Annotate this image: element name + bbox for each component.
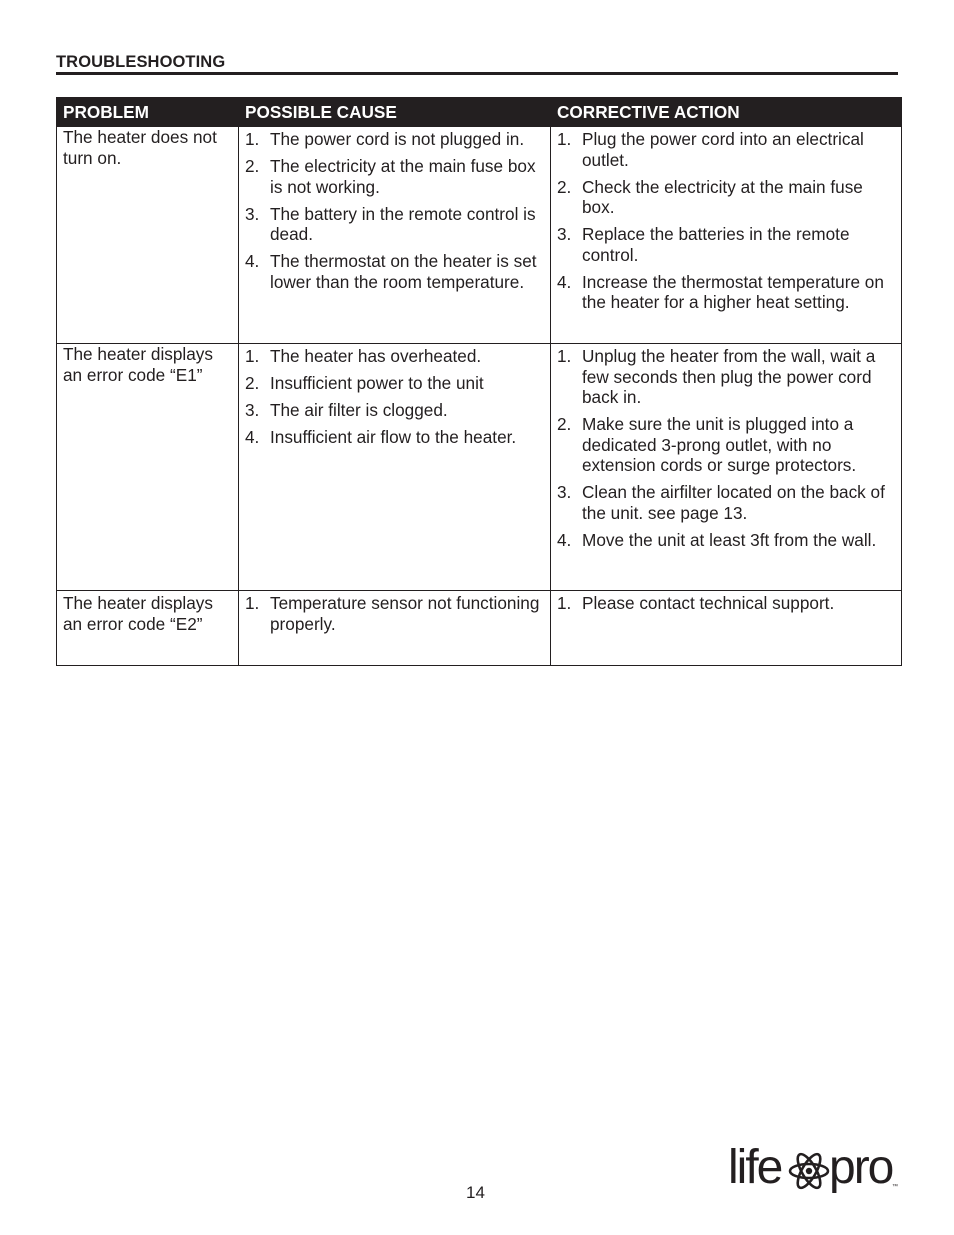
item-text: The thermostat on the heater is set lower than the room temperature. xyxy=(270,251,537,292)
list-item xyxy=(557,129,895,170)
item-text: Replace the batteries in the remote control. xyxy=(582,224,850,265)
list-item xyxy=(245,593,544,634)
list-item xyxy=(557,346,895,408)
header-problem: PROBLEM xyxy=(57,98,239,127)
title-divider xyxy=(56,72,898,75)
item-number: 1. xyxy=(245,346,260,366)
header-corrective-action: CORRECTIVE ACTION xyxy=(551,98,902,127)
item-text: Insufficient power to the unit xyxy=(270,373,484,393)
list-item xyxy=(245,427,544,448)
item-text: Insufficient air flow to the heater. xyxy=(270,427,517,447)
list-item xyxy=(245,129,544,150)
item-text: Unplug the heater from the wall, wait a few seconds then plug the power cord back in. xyxy=(582,346,876,407)
problem-cell: The heater does not turn on. xyxy=(57,127,239,344)
item-number: 4. xyxy=(557,529,572,550)
item-text: The heater has overheated. xyxy=(270,346,482,366)
item-number: 2. xyxy=(557,176,572,197)
item-text: The electricity at the main fuse box is not working. xyxy=(270,156,536,197)
item-text: The battery in the remote control is dead. xyxy=(270,203,536,244)
item-number: 4. xyxy=(245,251,260,271)
section-title: TROUBLESHOOTING xyxy=(56,53,226,71)
item-text: Increase the thermostat temperature on the heater for a higher heat setting. xyxy=(582,271,884,312)
list-item xyxy=(245,204,544,245)
item-text: Make sure the unit is plugged into a dedicated 3-prong outlet, with no extension cords or surge protectors. xyxy=(582,414,857,475)
list-item xyxy=(557,272,895,313)
item-text: Clean the airfilter located on the back of the unit. see page 13. xyxy=(582,482,885,523)
item-text: The power cord is not plugged in. xyxy=(270,129,525,149)
item-number: 1. xyxy=(557,346,572,366)
list-item xyxy=(557,224,895,265)
actions-cell xyxy=(551,127,902,344)
item-number: 1. xyxy=(245,129,260,149)
item-text: Move the unit at least 3ft from the wall. xyxy=(582,529,877,550)
item-number: 3. xyxy=(557,224,572,244)
causes-cell xyxy=(239,127,551,344)
list-item xyxy=(245,400,544,421)
item-number: 1. xyxy=(557,593,572,613)
actions-cell xyxy=(551,344,902,591)
logo-text-pro: pro xyxy=(829,1143,893,1194)
troubleshooting-table xyxy=(56,97,902,666)
item-number: 4. xyxy=(557,271,572,292)
table-row xyxy=(57,591,902,666)
lifepro-logo xyxy=(728,1143,900,1199)
list-item xyxy=(557,177,895,218)
table-row xyxy=(57,344,902,591)
item-text: The air filter is clogged. xyxy=(270,400,448,420)
item-number: 1. xyxy=(245,593,260,613)
item-number: 4. xyxy=(245,427,260,447)
list-item xyxy=(245,251,544,292)
list-item xyxy=(245,156,544,197)
item-number: 3. xyxy=(557,482,572,502)
item-text: Please contact technical support. xyxy=(582,593,835,613)
atom-icon xyxy=(790,1151,828,1191)
list-item xyxy=(557,414,895,476)
page-number: 14 xyxy=(466,1183,485,1202)
problem-cell: The heater displays an error code “E2” xyxy=(57,591,239,666)
actions-cell xyxy=(551,591,902,666)
item-text: Temperature sensor not functioning properly. xyxy=(270,593,540,634)
trademark-symbol: ™ xyxy=(892,1184,898,1190)
causes-cell xyxy=(239,591,551,666)
item-text: Plug the power cord into an electrical outlet. xyxy=(582,129,864,170)
item-number: 1. xyxy=(557,129,572,149)
item-number: 2. xyxy=(245,373,260,393)
list-item xyxy=(245,346,544,367)
list-item xyxy=(557,530,895,551)
item-number: 3. xyxy=(245,400,260,420)
item-number: 2. xyxy=(245,156,260,176)
list-item xyxy=(557,593,895,614)
item-number: 3. xyxy=(245,203,260,224)
causes-cell xyxy=(239,344,551,591)
list-item xyxy=(557,482,895,523)
item-text: Check the electricity at the main fuse box. xyxy=(582,176,863,217)
header-possible-cause: POSSIBLE CAUSE xyxy=(239,98,551,127)
table-header-row xyxy=(57,98,902,127)
list-item xyxy=(245,373,544,394)
table-row xyxy=(57,127,902,344)
logo-text-life: life xyxy=(728,1143,782,1194)
item-number: 2. xyxy=(557,414,572,434)
problem-cell: The heater displays an error code “E1” xyxy=(57,344,239,591)
